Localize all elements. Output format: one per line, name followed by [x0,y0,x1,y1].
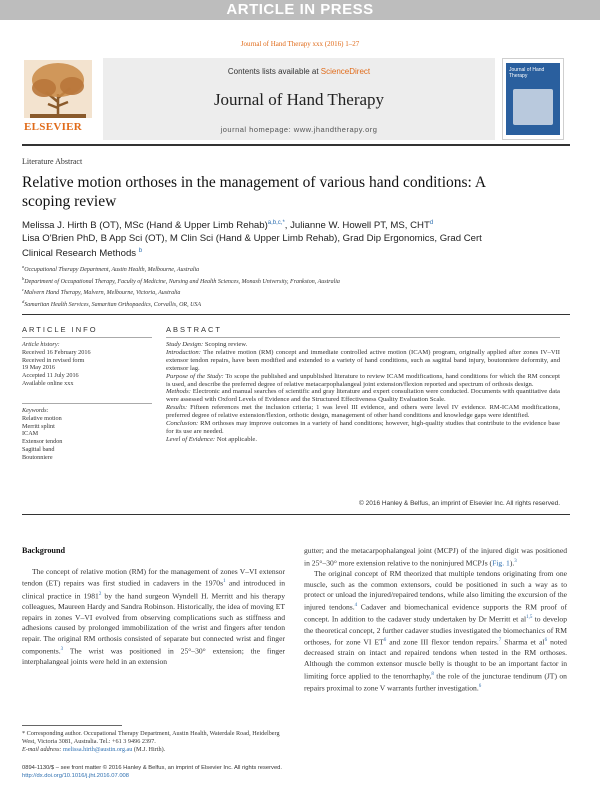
history-item: Received 16 February 2016 [22,348,91,356]
copyright-line: © 2016 Hanley & Belfus, an imprint of Elsevier Inc. All rights reserved. [359,500,560,507]
author-obrien: Lisa O'Brien PhD, B App Sci (OT), M Clin Sci (Hand & Upper Limb Rehab), Grad Dip Ergonomics, Grad Cert [22,233,482,245]
history-item: Available online xxx [22,379,74,387]
article-history [22,341,152,388]
abstract-conclusion: Conclusion: RM orthoses may improve outcomes in a variety of hand conditions; however, high-quality studies that contribute to the evidence base for its use are needed. [166,420,560,435]
abstract-end-divider [22,514,570,515]
author-obrien-affil[interactable]: b [138,248,143,255]
body-paragraph: The concept of relative motion (RM) for the management of zones V–VI extensor tendon (ET) repairs was first studied in cadavers in the $1970s^1$ and introduced in clinical practice in 1981$^2$ by the hand surgeon Wyndell H. Merritt and his therapy colleagues, Maureen Hardy and Sandra Robinson. Historically, the idea of moving ET repairs in zones V–VI evolved from observing complications such as stiffness and adhesions caused by prolonged immobilization of the wrist and fingers after tendon repair. The original RM orthosis consisted of separate but connected wrist and finger components.$^3$ The wrist was positioned in 25°–30° extension; the finger interphalangeal joints were held in an extension [22,566,285,666]
author-email-link[interactable]: melissa.hirth@austin.org.au [63,746,133,753]
page-footer [22,764,422,780]
abstract-level-of-evidence: Level of Evidence: Not applicable. [166,435,257,443]
keyword-item: ICAM [22,430,39,438]
keywords-rule [22,403,152,404]
abstract-results: Results: Fifteen references met the inclusion criteria; 1 was level III evidence, and others were level IV evidence. RM-ICAM modifications, preferred degree of relative extension/flexion, orthotic design, management of other hand conditions and knowledge gaps were identified. [166,404,560,420]
keyword-item: Relative motion [22,414,62,422]
body-left-column [22,546,285,668]
abstract-rule [166,337,560,338]
author-hirth-affil[interactable]: a,b,c,* [267,220,285,226]
article-type: Literature Abstract [22,157,83,166]
sciencedirect-link[interactable]: ScienceDirect [320,67,371,76]
journal-title: Journal of Hand Therapy [213,90,385,109]
section-heading-background: Background [22,546,66,555]
article-in-press-banner: ARTICLE IN PRESS [0,0,600,20]
abstract-purpose: Purpose of the Study: To scope the published and unpublished literature to review ICAM modifications, hand conditions for which the RM concept is used, and describe the preferred degree of relative metacarpophalangeal joint extension/flexion reported and spectrum of orthosis design. [166,372,560,388]
author-howell: , Julianne W. Howell PT, MS, CHT [284,220,430,232]
keywords [22,407,152,462]
affiliation-item: $^d$Samaritan Health Services, Samaritan Orthopaedics, Corvallis, OR, USA [22,298,202,308]
author-obrien-cont: Clinical Research Methods [22,248,137,260]
history-item: 19 May 2016 [22,364,55,372]
cover-image [513,89,553,125]
history-item: Received in revised form [22,356,85,364]
keywords-label: Keywords: [22,407,49,414]
affiliation-list [22,263,582,309]
cover-title: Journal of Hand Therapy [509,67,545,79]
article-info-heading: ARTICLE INFO [22,325,98,334]
front-matter-line: 0894-1130/$ – see front matter © 2016 Hanley & Belfus, an imprint of Elsevier Inc. All rights reserved. [22,765,283,771]
body-right-column [304,546,567,694]
elsevier-wordmark: ELSEVIER [24,121,83,133]
journal-homepage[interactable]: journal homepage: www.jhandtherapy.org [220,125,378,134]
doi-link[interactable]: http://dx.doi.org/10.1016/j.jht.2016.07.008 [22,773,130,779]
body-paragraph: The original concept of RM theorized that multiple tendons originating from one muscle, such as the common extensors, could be positioned in such a way as to protect or unload the injured/repaired tendons, while also limiting the excursion of the injured tendons.$^4$ Cadaver and biomechanical evidence supports the RM proof of concept. In addition to the cadaver study undertaken by Dr Merritt et al$^{1,5}$ to develop the theoretical concept, 2 further cadaver studies investigated the biomechanics of RM orthoses, for zone VI $ET^6$ and zone III flexor tendon repairs.$^7$ Sharma et $al^6$ noted decreased strain on intact and repaired tendons when tested in the RM orthoses. Although the common extensor muscle belly is thought to be an important factor in limiting force applied to the tenorrhaphy,$^8$ the role of the juncturae tendinum (JT) on repairs proximal to zone V warrants further investigation.$^6$ [304,568,567,693]
corresponding-author-footnote: * Corresponding author. Occupational Therapy Department, Austin Health, Waterdale Road, Heidelberg West, Victoria 3081, Australia. Tel.: +61 3 9496 2397. E-mail address: melissa.hirth@austin.org.au (M.J. Hirth). [22,730,280,753]
keyword-item: Boutonniere [22,453,53,461]
journal-citation[interactable]: Journal of Hand Therapy xxx (2016) 1–27 [240,40,360,48]
abstract-introduction: Introduction: The relative motion (RM) concept and immediate controlled active motion (ICAM) program, originally applied after zones IV–VII extensor tendon repairs, have been modified and extended to a variety of hand conditions, such as sagittal band injury, boutonniere deformity, and extensor lag. [166,348,560,372]
affiliation-divider [22,314,570,315]
contents-prefix: Contents lists available at [227,67,321,76]
abstract-study-design: Study Design: Scoping review. [166,341,248,348]
footnote-rule [22,725,122,726]
article-info-rule [22,337,152,338]
article-title: Relative motion orthoses in the management of various hand conditions: A scoping review [22,174,486,210]
history-label: Article history: [22,341,60,348]
body-paragraph: gutter; and the metacarpophalangeal joint (MCPJ) of the injured digit was positioned in 25°–30° more extension relative to the noninjured MCPJs (Fig. 1).$^3$ [304,546,567,568]
figure-1-link[interactable]: Fig. 1 [492,558,510,568]
keyword-item: Merritt splint [22,422,55,430]
journal-cover-thumbnail [502,58,564,140]
affiliation-item: $^a$Occupational Therapy Department, Austin Health, Melbourne, Australia [22,264,200,273]
abstract-heading: ABSTRACT [166,325,223,334]
affiliation-item: $^c$Malvern Hand Therapy, Malvern, Melbourne, Victoria, Australia [22,287,181,296]
author-hirth: Melissa J. Hirth B (OT), MSc (Hand & Upper Limb Rehab) [22,220,268,232]
abstract-methods: Methods: Electronic and manual searches of scientific and gray literature and expert consultation were conducted. Documents with quantitative data were assessed with Oxford Levels of Evidence and the Structured Effectiveness Quality Evaluation Scale. [166,388,560,404]
abstract-body [166,341,560,444]
keyword-item: Extensor tendon [22,438,63,446]
header-divider [22,144,570,146]
keyword-item: Sagittal band [22,445,55,453]
author-howell-affil[interactable]: d [429,220,434,226]
contents-line [103,67,495,76]
affiliation-item: $^b$Department of Occupational Therapy, Faculty of Medicine, Nursing and Health Sciences, Monash University, Frankston, Australia [22,275,340,285]
history-item: Accepted 11 July 2016 [22,372,79,380]
author-list [22,217,582,260]
